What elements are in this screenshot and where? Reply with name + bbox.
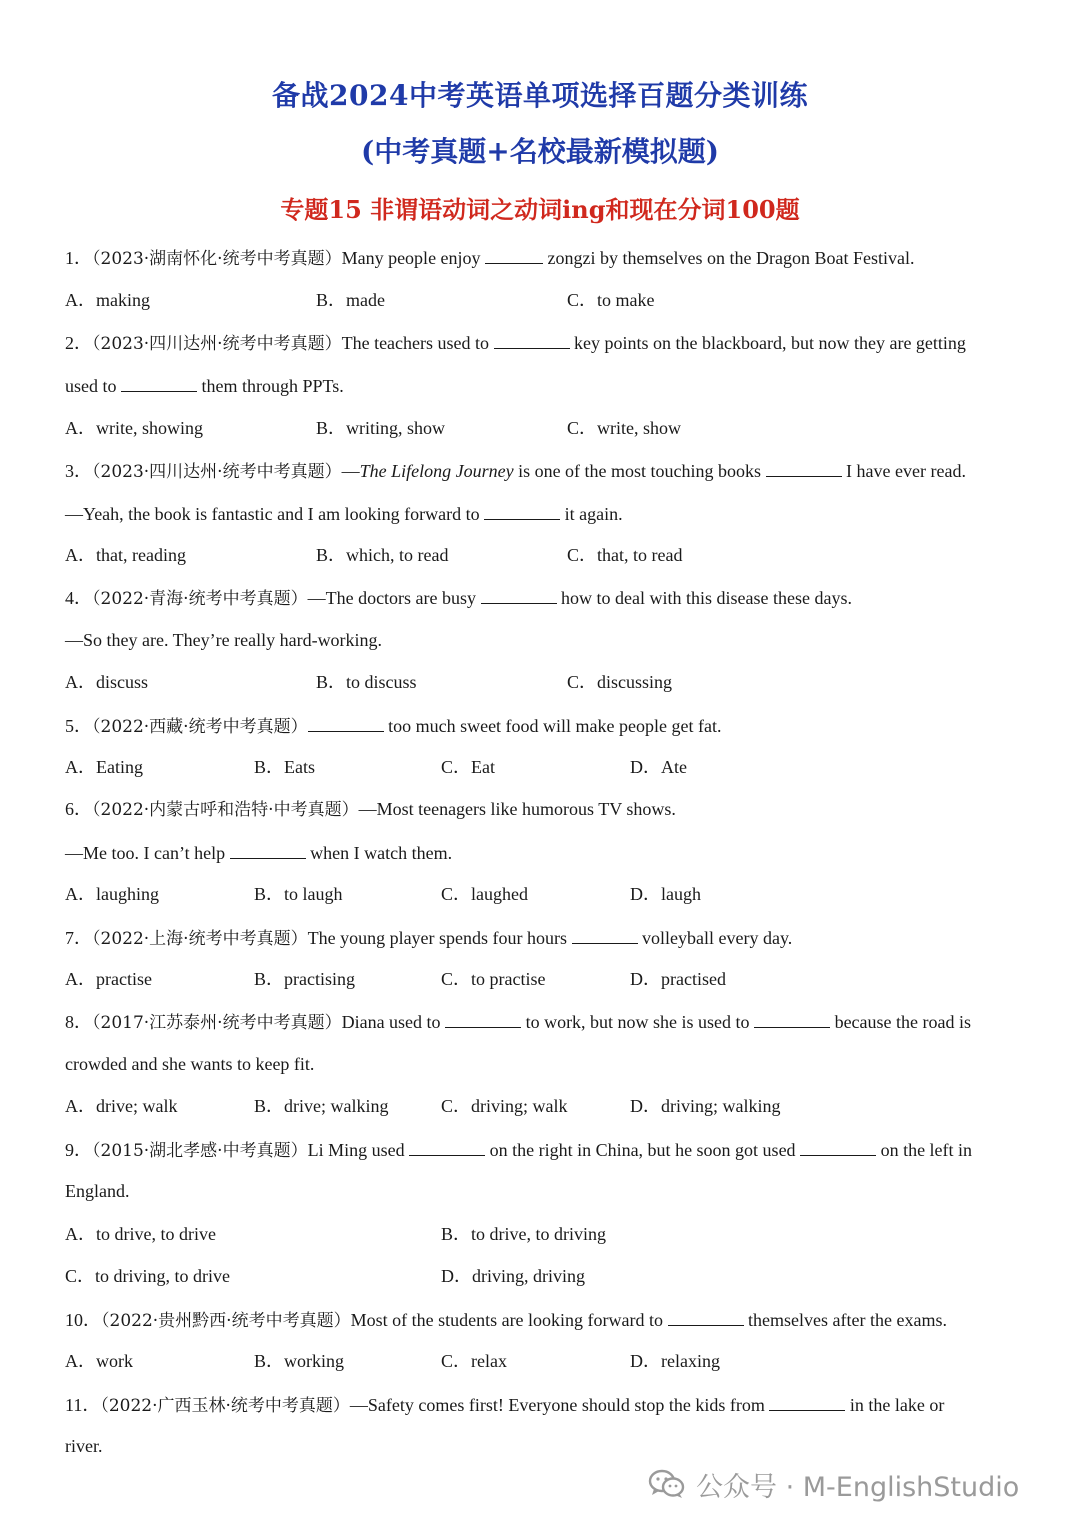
answer-blank [308,713,384,732]
option-c: C．write, show [567,418,681,438]
option-c: C．Eat [441,757,495,777]
watermark-text: 公众号 · M-EnglishStudio [696,1471,1020,1503]
option-d: D．laugh [630,884,701,904]
answer-blank [800,1137,876,1156]
question-11-line2: river. [65,1436,103,1456]
page-title: 备战2024中考英语单项选择百题分类训练 [272,79,808,112]
option-c: C．to make [567,290,655,310]
question-3-line2: —Yeah, the book is fantastic and I am looking forward to it again. [65,501,1025,526]
question-9-line2: England. [65,1181,130,1201]
question-6: 6．（2022·内蒙古呼和浩特·中考真题）—Most teenagers like humorous TV shows. [65,799,676,820]
question-4: 4．（2022·青海·统考中考真题）—The doctors are busy how to deal with this disease these days. [65,585,1025,611]
option-b: B．to discuss [316,672,417,692]
answer-blank [484,501,560,520]
option-b: B．writing, show [316,418,446,438]
option-c: C．driving; walk [441,1096,568,1116]
answer-blank [230,840,306,859]
option-b: B．to laugh [254,884,343,904]
option-a: A．drive; walk [65,1096,178,1116]
option-b: B．made [316,290,385,310]
question-6-line2: —Me too. I can’t help when I watch them. [65,840,1025,865]
option-a: A．discuss [65,672,149,692]
answer-blank [668,1307,744,1326]
answer-blank [445,1009,521,1028]
question-8: 8．（2017·江苏泰州·统考中考真题）Diana used to to work, but now she is used to because the road is [65,1009,1025,1035]
option-d: D．driving, driving [441,1266,585,1286]
wechat-icon [648,1468,686,1500]
option-a: A．work [65,1351,133,1371]
option-a: A．practise [65,969,152,989]
topic-heading: 专题15 非谓语动词之动词ing和现在分词100题 [280,195,800,224]
option-a: A．write, showing [65,418,203,438]
option-b: B．Eats [254,757,315,777]
question-2: 2．（2023·四川达州·统考中考真题）The teachers used to key points on the blackboard, but now they are getting [65,330,1025,356]
option-a: A．that, reading [65,545,186,565]
answer-blank [769,1392,845,1411]
answer-blank [121,373,197,392]
option-c: C．discussing [567,672,673,692]
answer-blank [572,925,638,944]
option-b: B．practising [254,969,355,989]
option-c: C．laughed [441,884,528,904]
option-b: B．which, to read [316,545,449,565]
option-c: C．relax [441,1351,507,1371]
question-10: 10．（2022·贵州黔西·统考中考真题）Most of the students are looking forward to themselves after the exams. [65,1307,1025,1333]
question-11: 11．（2022·广西玉林·统考中考真题）—Safety comes first! Everyone should stop the kids from in the lake or [65,1392,1025,1418]
option-d: D．driving; walking [630,1096,781,1116]
question-4-line2: —So they are. They’re really hard-working. [65,630,383,650]
question-5: 5．（2022·西藏·统考中考真题） too much sweet food will make people get fat. [65,713,1025,739]
option-d: D．practised [630,969,726,989]
question-1: 1．（2023·湖南怀化·统考中考真题）Many people enjoy zongzi by themselves on the Dragon Boat Festival. [65,245,1025,271]
answer-blank [766,458,842,477]
answer-blank [409,1137,485,1156]
option-b: B．drive; walking [254,1096,389,1116]
option-d: D．Ate [630,757,687,777]
option-a: A．Eating [65,757,143,777]
option-c: C．to practise [441,969,546,989]
question-3: 3．（2023·四川达州·统考中考真题）—The Lifelong Journey is one of the most touching books I have ever read. [65,458,1025,484]
option-b: B．to drive, to driving [441,1224,606,1244]
option-b: B．working [254,1351,344,1371]
question-2-line2: used to them through PPTs. [65,373,1025,398]
option-a: A．laughing [65,884,159,904]
answer-blank [754,1009,830,1028]
watermark [648,1464,1019,1504]
option-c: C．to driving, to drive [65,1266,230,1286]
question-9: 9．（2015·湖北孝感·中考真题）Li Ming used on the right in China, but he soon got used on the left in [65,1137,1025,1163]
answer-blank [481,585,557,604]
answer-blank [494,330,570,349]
option-c: C．that, to read [567,545,683,565]
option-a: A．making [65,290,150,310]
question-7: 7．（2022·上海·统考中考真题）The young player spends four hours volleyball every day. [65,925,1025,951]
question-8-line2: crowded and she wants to keep fit. [65,1054,315,1074]
option-d: D．relaxing [630,1351,720,1371]
option-a: A．to drive, to drive [65,1224,216,1244]
answer-blank [485,245,543,264]
page-subtitle: (中考真题+名校最新模拟题) [361,135,719,168]
